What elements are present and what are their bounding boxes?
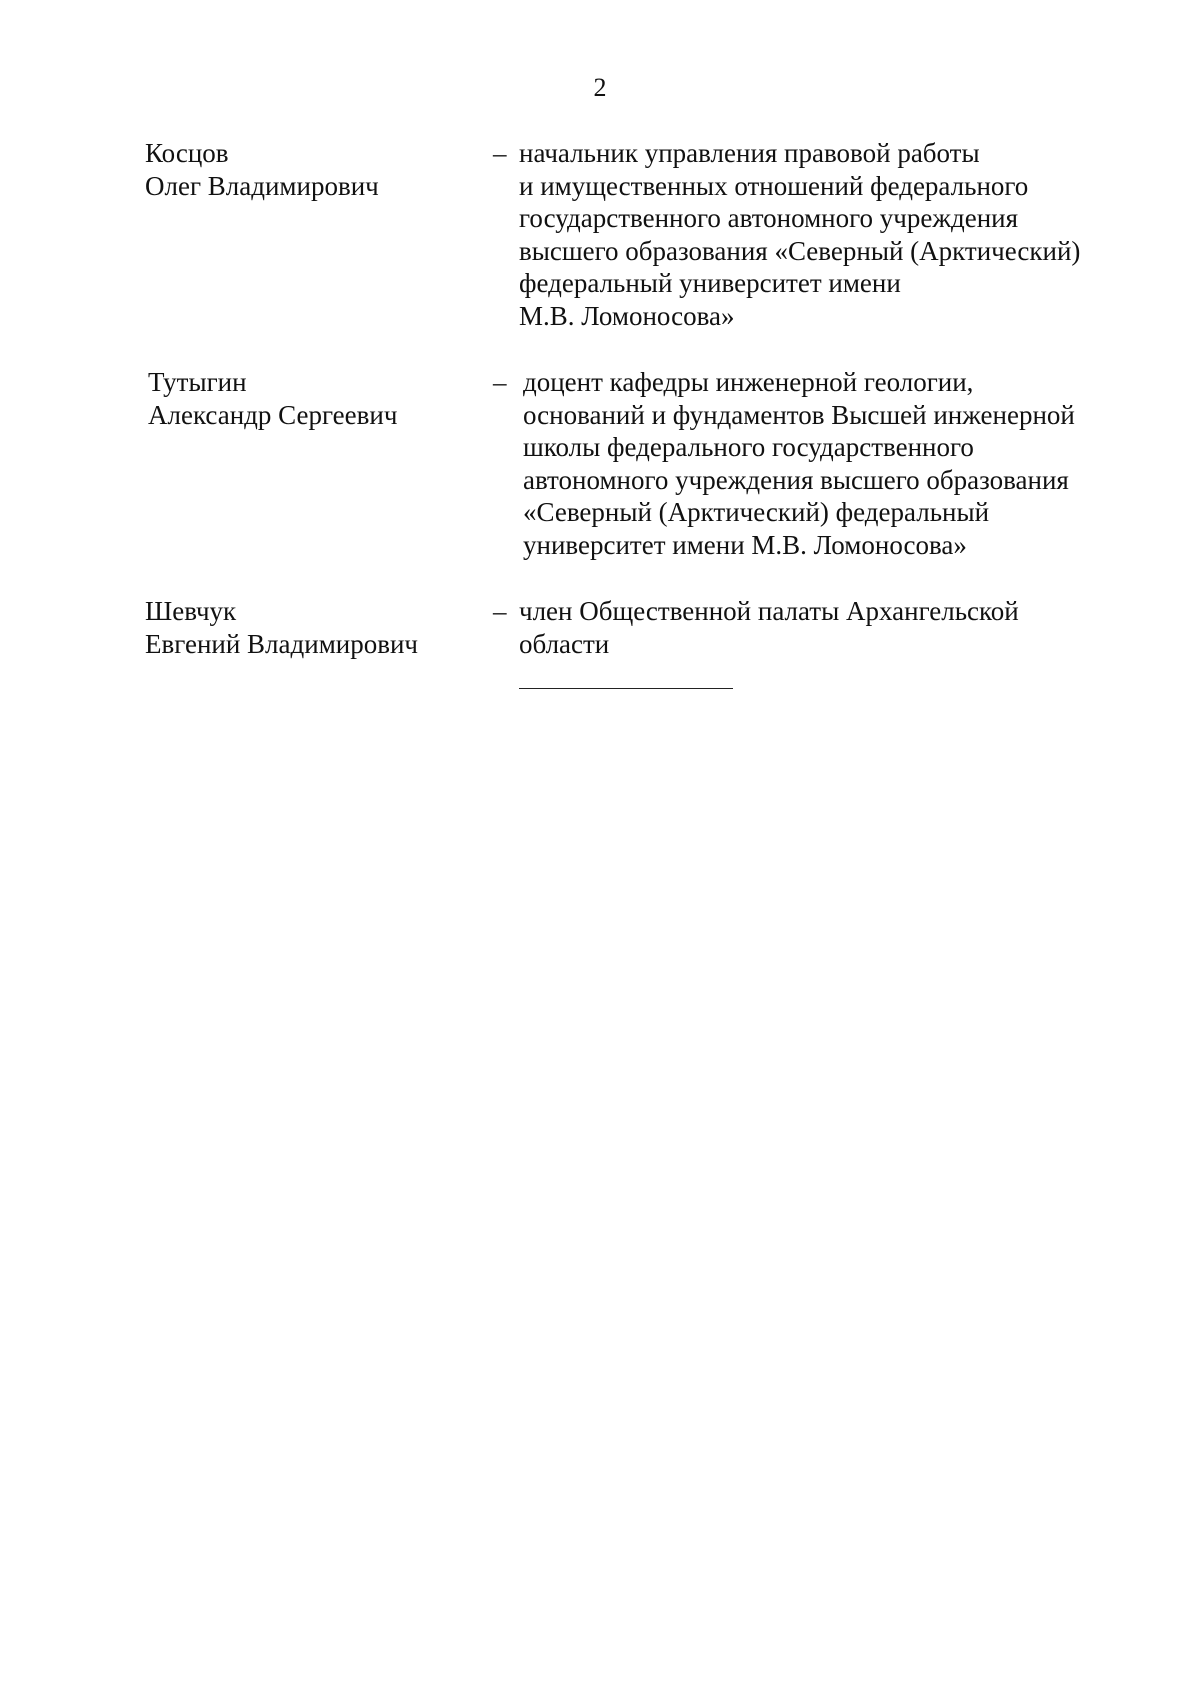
position-line: школы федерального государственного [523,432,974,462]
member-name [145,595,418,660]
member-dash: – [493,367,507,397]
member-dash: – [493,138,507,168]
member-position [519,137,1139,332]
position-line: М.В. Ломоносова» [519,300,735,331]
member-given-names: Евгений Владимирович [145,628,419,659]
member-surname: Тутыгин [148,367,247,397]
position-line: высшего образования «Северный (Арктический) [519,235,1081,266]
member-dash: – [493,596,507,626]
position-line: автономного учреждения высшего образования [523,464,1069,495]
member-surname: Косцов [145,138,229,168]
position-line: начальник управления правовой работы [519,138,980,168]
position-line: доцент кафедры инженерной геологии, [523,367,974,397]
position-line: государственного автономного учреждения [519,203,1019,233]
page-number: 2 [593,73,607,102]
position-line: и имущественных отношений федерального [519,170,1029,201]
position-line: университет имени М.В. Ломоносова» [523,529,967,560]
member-position [519,595,1139,660]
member-name [148,366,397,431]
member-given-names: Олег Владимирович [145,170,379,201]
position-line: оснований и фундаментов Высшей инженерной [523,399,1075,430]
member-given-names: Александр Сергеевич [148,399,398,430]
position-line: федеральный университет имени [519,268,901,298]
member-name [145,137,379,202]
member-position [523,366,1143,561]
position-line: член Общественной палаты Архангельской [519,596,1019,626]
position-line: «Северный (Арктический) федеральный [523,497,990,527]
position-line: области [519,628,610,659]
member-surname: Шевчук [145,596,237,626]
closing-rule [519,688,733,689]
